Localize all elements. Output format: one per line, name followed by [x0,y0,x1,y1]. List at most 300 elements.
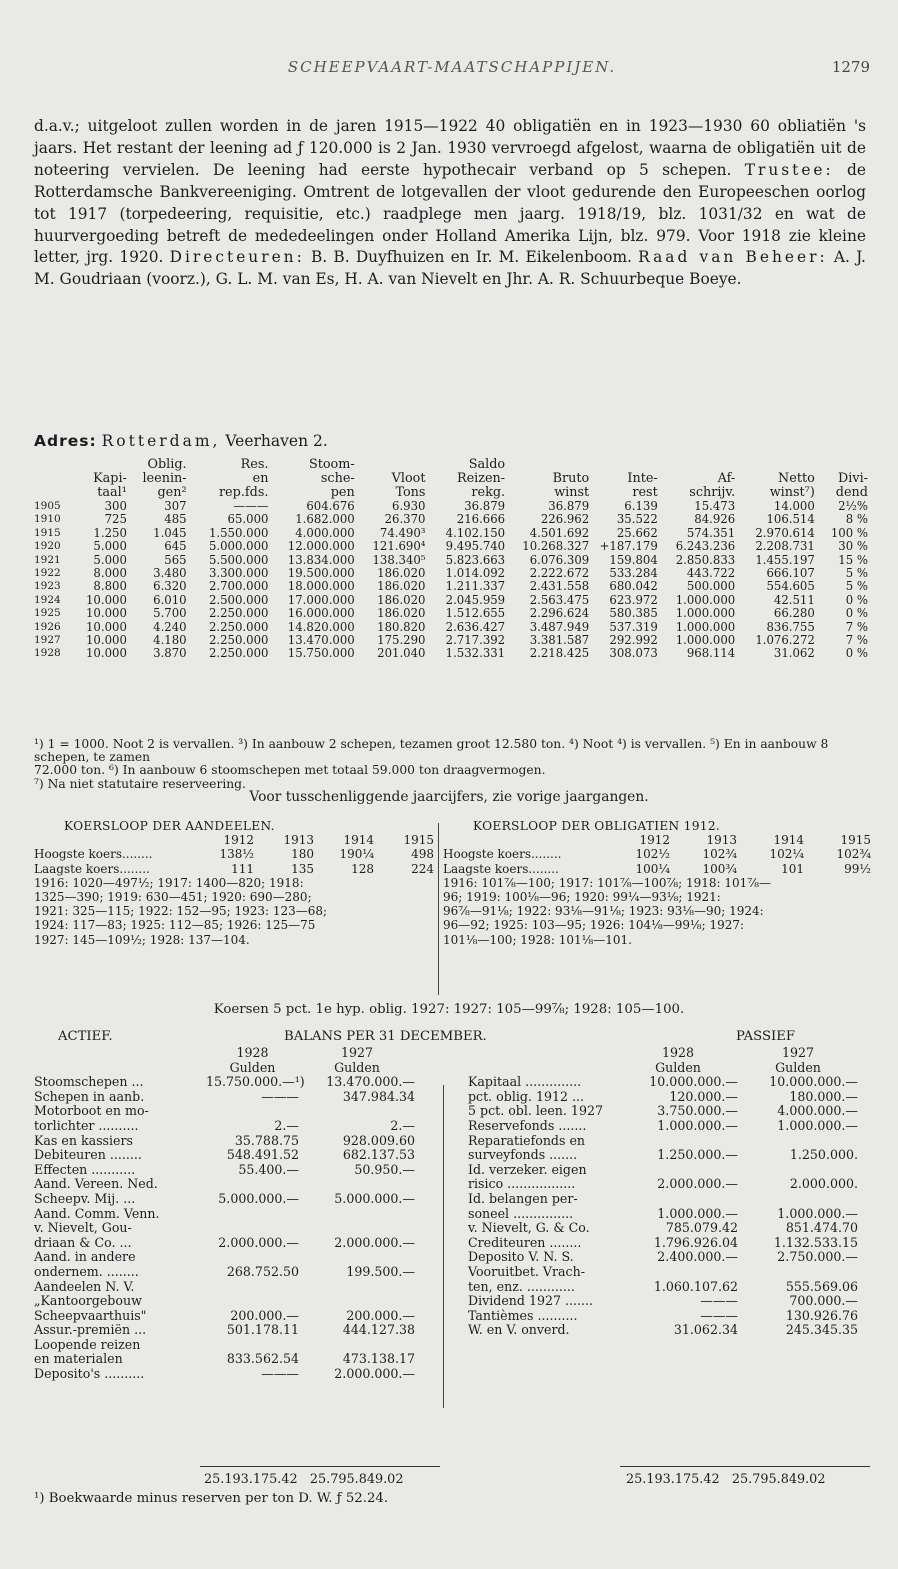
table-cell: 2.296.624 [529,607,590,621]
stats-head: gen² [157,485,187,500]
balance-value: 2.000.000.— [657,1176,738,1192]
table-cell: 3.487.949 [529,620,590,634]
year-1927: 1927 [781,1045,815,1060]
table-cell: 42.511 [773,593,815,607]
table-cell: 5.000 [93,540,127,554]
balance-row [34,1367,454,1382]
table-cell: 485 [164,513,187,527]
table-cell: 16.000.000 [287,607,355,621]
table-cell: 25.662 [616,526,658,540]
balance-value: 130.926.76 [785,1307,858,1323]
footnote-line: ⁷) Na niet statutaire reserveering. [34,776,246,791]
table-cell: 1.211.337 [445,580,506,594]
balance-value: 2.000.000.— [218,1234,299,1250]
balance-value [206,1177,299,1192]
statistics-table [34,458,868,661]
balance-row [468,1177,868,1192]
table-cell: 0 % [845,647,868,661]
balance-label: Reparatiefonds en [468,1132,586,1148]
balance-value [299,1280,415,1295]
stats-head [505,458,589,472]
balance-value [299,1294,415,1309]
balance-value [206,1280,299,1295]
actief-rows [34,1075,454,1381]
balance-value: 785.079.42 [665,1220,738,1236]
table-cell: 36.879 [464,500,506,513]
table-cell: 226.962 [540,513,590,527]
balance-value: 1.000.000.— [657,1117,738,1133]
table-cell: 13.470.000 [287,634,355,648]
koers-line: 1325—390; 1919: 630—451; 1920: 690—280; [34,890,312,905]
table-cell: 1.512.655 [445,607,506,621]
balance-label: Deposito's .......... [34,1366,145,1382]
balance-label: Debiteuren ........ [34,1147,142,1163]
stats-head-row-2 [34,472,868,486]
table-cell: 680.042 [609,580,658,594]
balance-row [468,1148,868,1163]
balance-row [34,1265,454,1280]
balance-row [34,1090,454,1105]
table-cell: 2.970.614 [755,526,815,540]
table-cell: 1.014.092 [445,567,506,581]
stats-head: Stoom- [308,457,355,472]
table-cell: 216.666 [456,513,506,527]
stats-head: Kapi- [93,471,127,486]
balance-value: 268.752.50 [226,1263,299,1279]
balance-label: soneel ............... [468,1205,574,1221]
table-cell: 300 [104,500,127,513]
balance-value: 1.250.000.— [657,1147,738,1163]
year: 1912 [639,833,670,848]
table-row [34,513,868,526]
balance-value [206,1221,299,1236]
balance-row [468,1236,868,1251]
value: 128 [351,861,374,876]
balance-value: ——— [700,1307,738,1323]
balance-value [206,1104,299,1119]
balance-value: 245.345.35 [785,1322,858,1338]
stats-head: Divi- [838,471,868,486]
balance-row [34,1075,454,1090]
balance-label: Kapitaal .............. [468,1074,582,1090]
balance-label: Aand. Vereen. Ned. [34,1176,158,1192]
balance-row [468,1192,868,1207]
balans-divider [443,1085,444,1408]
balance-row [468,1221,868,1236]
table-row [34,527,868,540]
balance-value: 200.000.— [230,1307,299,1323]
year-1928: 1928 [661,1045,695,1060]
intro-p1c: B. B. Duyfhuizen en Ir. M. Eikelenboom. [311,248,632,267]
passief-label: PASSIEF [736,1029,796,1044]
footnote-line: ¹) 1 = 1000. Noot 2 is vervallen. ³) In aanbouw 2 schepen, tezamen groot 12.580 ton. ⁴) Noot ⁴) is vervallen. ⁵) En in aanbouw 8 schepen, te zamen [34,737,829,765]
table-cell: 1.455.197 [755,553,815,567]
balance-value [206,1207,299,1222]
balance-row [34,1207,454,1222]
table-cell: 106.514 [766,513,815,527]
balance-row [468,1280,868,1295]
balance-value: 180.000.— [789,1088,858,1104]
koers-line: 96; 1919: 100⅛—96; 1920: 99¼—93⅛; 1921: [443,890,721,905]
table-cell: 5.500.000 [208,553,269,567]
page-number: 1279 [831,58,870,76]
balance-label: Scheepv. Mij. ... [34,1190,136,1206]
balance-value: 2.000.000. [789,1176,858,1192]
table-cell: 2.636.427 [445,620,506,634]
balance-label: surveyfonds ....... [468,1147,578,1163]
balans-title: BALANS PER 31 DECEMBER. [284,1029,487,1044]
stats-head: leenin- [142,471,187,486]
year-cell: 1926 [34,620,61,633]
year-cell: 1921 [34,553,61,566]
year-cell: 1905 [34,500,61,512]
balance-label: Stoomschepen ... [34,1074,144,1090]
koersen-5pct: Koersen 5 pct. 1e hyp. oblig. 1927: 1927: 105—99⅞; 1928: 105—100. [213,1002,685,1017]
table-row [34,500,868,513]
balance-value: 1.000.000.— [777,1117,858,1133]
value: 102½ [635,847,670,862]
table-cell: 6.139 [624,500,658,513]
balance-label: Scheepvaarthuis" [34,1307,147,1323]
laagste-label: Laagste koers........ [34,861,150,876]
balance-value: 10.000.000.— [649,1074,738,1090]
table-cell: 6.930 [392,500,426,513]
table-cell: 8 % [845,513,868,527]
balance-row [468,1309,868,1324]
directeuren-label: Directeuren: [169,248,305,267]
year-1927: 1927 [340,1045,374,1060]
balance-value [738,1265,858,1280]
value: 102¾ [702,847,737,862]
stats-head: Af- [717,471,736,486]
column-divider [438,823,439,995]
table-cell: 5.000.000 [208,540,269,554]
stats-head: sche- [320,471,355,486]
year-cell: 1924 [34,593,61,606]
balance-value: 851.474.70 [785,1220,858,1236]
table-cell: 2.431.558 [529,580,590,594]
balance-value: ——— [261,1366,299,1382]
balance-label: W. en V. onverd. [468,1322,570,1338]
table-cell: 15.750.000 [287,647,355,661]
table-cell: 1.000.000 [675,607,736,621]
balance-label: Id. verzeker. eigen [468,1161,587,1177]
table-cell: 3.300.000 [208,567,269,581]
balance-value: 55.400.— [238,1161,299,1177]
table-cell: 8.800 [93,580,127,594]
table-cell: 4.180 [153,634,187,648]
balance-value: 5.000.000.— [334,1190,415,1206]
balance-value: ——— [700,1293,738,1309]
table-cell: 1.250 [93,526,127,540]
table-row [34,554,868,567]
table-cell: 14.820.000 [287,620,355,634]
year: 1912 [223,833,254,848]
balance-label: Deposito V. N. S. [468,1249,574,1265]
table-cell: 159.804 [609,553,658,567]
balance-value: 473.138.17 [342,1351,415,1367]
balance-row [34,1352,454,1367]
tussen-note: Voor tusschenliggende jaarcijfers, zie vorige jaargangen. [249,789,649,805]
address-city: Rotterdam, [101,432,221,450]
balance-row [34,1221,454,1236]
table-cell: 5.700 [153,607,187,621]
table-cell: 2.717.392 [445,634,506,648]
table-cell: +187.179 [599,540,658,554]
balance-value [299,1338,415,1353]
table-cell: 666.107 [766,567,815,581]
balance-value [738,1134,858,1149]
balance-label: „Kantoorgebouw [34,1293,142,1309]
balance-value: 1.000.000.— [657,1205,738,1221]
balance-label: Aand. in andere [34,1249,136,1265]
balance-row [468,1163,868,1178]
table-row [34,580,868,593]
table-cell: 2.250.000 [208,647,269,661]
koers-line: 96—92; 1925: 103—95; 1926: 104⅛—99⅛; 1927: [443,918,745,933]
table-cell: 9.495.740 [445,540,506,554]
balance-value [618,1163,738,1178]
stats-head: pen [330,485,355,500]
table-cell: 725 [104,513,127,527]
table-cell: 36.879 [548,500,590,513]
hoogste-label: Hoogste koers........ [443,847,562,862]
table-cell: 443.722 [686,567,736,581]
balance-row [468,1134,868,1149]
balance-value: 50.950.— [354,1161,415,1177]
balance-row [34,1177,454,1192]
table-cell: 30 % [838,540,868,554]
stats-head: Inte- [627,471,658,486]
table-cell: 5 % [845,567,868,581]
table-cell: 604.676 [306,500,355,513]
table-cell: 7 % [845,634,868,648]
stats-head: rekg. [471,485,506,500]
balance-value: 5.000.000.— [218,1190,299,1206]
balance-row [468,1294,868,1309]
balance-row [34,1163,454,1178]
table-cell: 84.926 [694,513,736,527]
balance-value [299,1104,415,1119]
balance-value: 700.000.— [789,1293,858,1309]
table-cell: 10.268.327 [522,540,590,554]
table-cell: 5.823.663 [445,553,506,567]
table-cell: 26.370 [384,513,426,527]
table-cell: 6.010 [153,593,187,607]
balance-row [34,1280,454,1295]
table-cell: 1.076.272 [755,634,815,648]
table-row [34,647,868,660]
year: 1915 [840,833,871,848]
balance-row [34,1236,454,1251]
table-cell: 12.000.000 [287,540,355,554]
table-cell: 121.690⁴ [372,540,426,554]
year-cell: 1922 [34,567,61,580]
balance-row [468,1323,868,1338]
table-row [34,634,868,647]
table-row [34,607,868,620]
balance-value: 199.500.— [346,1263,415,1279]
balance-value: ——— [261,1088,299,1104]
koersloop-aandeelen-grid [34,833,434,876]
balance-value [299,1250,415,1265]
table-cell: 66.280 [773,607,815,621]
balance-label: Aandeelen N. V. [34,1278,135,1294]
koers-line: 1916: 1020—497½; 1917: 1400—820; 1918: [34,875,304,890]
stats-head [34,486,74,500]
balance-value [618,1265,738,1280]
balance-label: Aand. Comm. Venn. [34,1205,160,1221]
stats-head: Saldo [468,457,506,472]
table-cell: 10.000 [85,634,127,648]
balance-value [738,1163,858,1178]
table-cell: 968.114 [686,647,736,661]
table-row [34,621,868,634]
koers-line: 1921: 325—115; 1922: 152—95; 1923: 123—68; [34,904,328,919]
value: 180 [291,847,314,862]
table-cell: 10.000 [85,593,127,607]
balance-value [206,1250,299,1265]
table-cell: 8.000 [93,567,127,581]
balans-passief [468,1046,868,1338]
value: 102¾ [836,847,871,862]
stats-head [355,458,426,472]
hoogste-label: Hoogste koers........ [34,847,153,862]
table-cell: 6.320 [153,580,187,594]
year-cell: 1920 [34,540,61,553]
table-cell: 180.820 [377,620,426,634]
total-right [626,1472,825,1487]
balance-label: Reservefonds ....... [468,1117,587,1133]
balance-value: 2.750.000.— [777,1249,858,1265]
year-cell: 1923 [34,580,61,593]
table-cell: 1.682.000 [295,513,355,527]
table-cell: 138.340⁵ [372,553,426,567]
table-cell: 308.073 [609,647,658,661]
total-left-1928: 25.193.175.42 [204,1472,298,1487]
balance-row [34,1250,454,1265]
year-cell: 1928 [34,647,61,660]
intro-p1b: de Rotterdamsche Bankvereeniging. Omtrent de lotgevallen der vloot gedurende den Europeeschen oorlog tot 1917 (torpedeering, requisitie, etc.) raadplege men jaarg. 1918/19, blz. 1031/32 en wat de huurvergoeding betreft de mededeelingen onder Holland Amerika Lijn, blz. 979. Voor 1918 zie kleine letter, jrg. 1920. [34,160,867,267]
value: 224 [411,861,434,876]
balance-value: 4.000.000.— [777,1103,858,1119]
total-rule-right [620,1466,870,1467]
balance-label: Effecten ........... [34,1161,136,1177]
year: 1915 [403,833,434,848]
balance-row [468,1265,868,1280]
balance-label: Schepen in aanb. [34,1088,145,1104]
table-cell: 1.532.331 [445,647,506,661]
value: 101 [781,861,804,876]
balance-row [34,1338,454,1353]
balance-value [206,1338,299,1353]
balance-row [34,1119,454,1134]
balance-label: Vooruitbet. Vrach- [468,1263,585,1279]
year-1928: 1928 [236,1045,269,1060]
table-cell: 580.385 [609,607,658,621]
balance-label: ten, enz. ............ [468,1278,575,1294]
table-cell: 6.243.236 [675,540,736,554]
table-cell: 2.222.672 [529,567,590,581]
table-cell: 1.550.000 [208,526,269,540]
table-cell: 35.522 [616,513,658,527]
table-cell: 18.000.000 [287,580,355,594]
stats-head: Bruto [552,471,590,486]
stats-head [34,458,74,472]
balance-row [34,1309,454,1324]
unit-label: Gulden [775,1059,821,1075]
balance-row [468,1119,868,1134]
stats-head: Netto [778,471,815,486]
stats-head [74,458,127,472]
balance-label: v. Nievelt, Gou- [34,1220,132,1236]
table-row [34,567,868,580]
table-cell: 0 % [845,593,868,607]
table-cell: 13.834.000 [287,553,355,567]
koers-line: 1916: 101⅞—100; 1917: 101⅞—100⅞; 1918: 101⅞— [443,875,771,890]
unit-label: Gulden [334,1059,380,1075]
table-cell: 2.208.731 [755,540,815,554]
balance-value [299,1177,415,1192]
balance-value [206,1294,299,1309]
balance-value: 200.000.— [346,1307,415,1323]
table-cell: 4.501.692 [529,526,590,540]
balance-label: Loopende reizen [34,1336,141,1352]
balance-row [34,1294,454,1309]
table-cell: 4.000.000 [295,526,355,540]
table-cell: 10.000 [85,620,127,634]
stats-head: schrijv. [689,485,736,500]
stats-head: rep.fds. [218,485,269,500]
stats-head-row-1 [34,458,868,472]
table-row [34,594,868,607]
balance-label: Motorboot en mo- [34,1103,149,1119]
year-cell: 1927 [34,634,61,647]
balance-value: 501.178.11 [226,1322,299,1338]
year: 1913 [706,833,737,848]
koersloop-obligatien [443,819,871,947]
stats-head [735,458,815,472]
table-cell: 17.000.000 [287,593,355,607]
balance-row [34,1148,454,1163]
koers-line: 101⅛—100; 1928: 101⅛—101. [443,932,632,947]
unit-label: Gulden [655,1059,701,1075]
balance-row [468,1250,868,1265]
trustee-label: Trustee: [744,160,834,179]
value: 138½ [219,847,254,862]
table-footnotes [34,738,866,791]
address-street: Veerhaven 2. [225,432,328,450]
balance-label: en materialen [34,1351,123,1367]
balance-row [34,1104,454,1119]
stats-head: en [252,471,269,486]
actief-label: ACTIEF. [58,1029,113,1044]
balance-value: 1.250.000. [789,1147,858,1163]
table-cell: 307 [164,500,187,513]
running-header [34,58,870,80]
balance-label: v. Nievelt, G. & Co. [468,1220,590,1236]
table-cell: 1.000.000 [675,620,736,634]
running-title: SCHEEPVAART-MAATSCHAPPIJEN. [287,58,617,76]
stats-head-row-3 [34,486,868,500]
balance-value: 682.137.53 [342,1147,415,1163]
balance-value: 928.009.60 [342,1132,415,1148]
address-line [34,432,866,450]
laagste-label: Laagste koers........ [443,861,559,876]
value: 102¼ [769,847,804,862]
koersloop-obligatien-grid [443,833,871,876]
balance-value: 1.060.107.62 [653,1278,738,1294]
